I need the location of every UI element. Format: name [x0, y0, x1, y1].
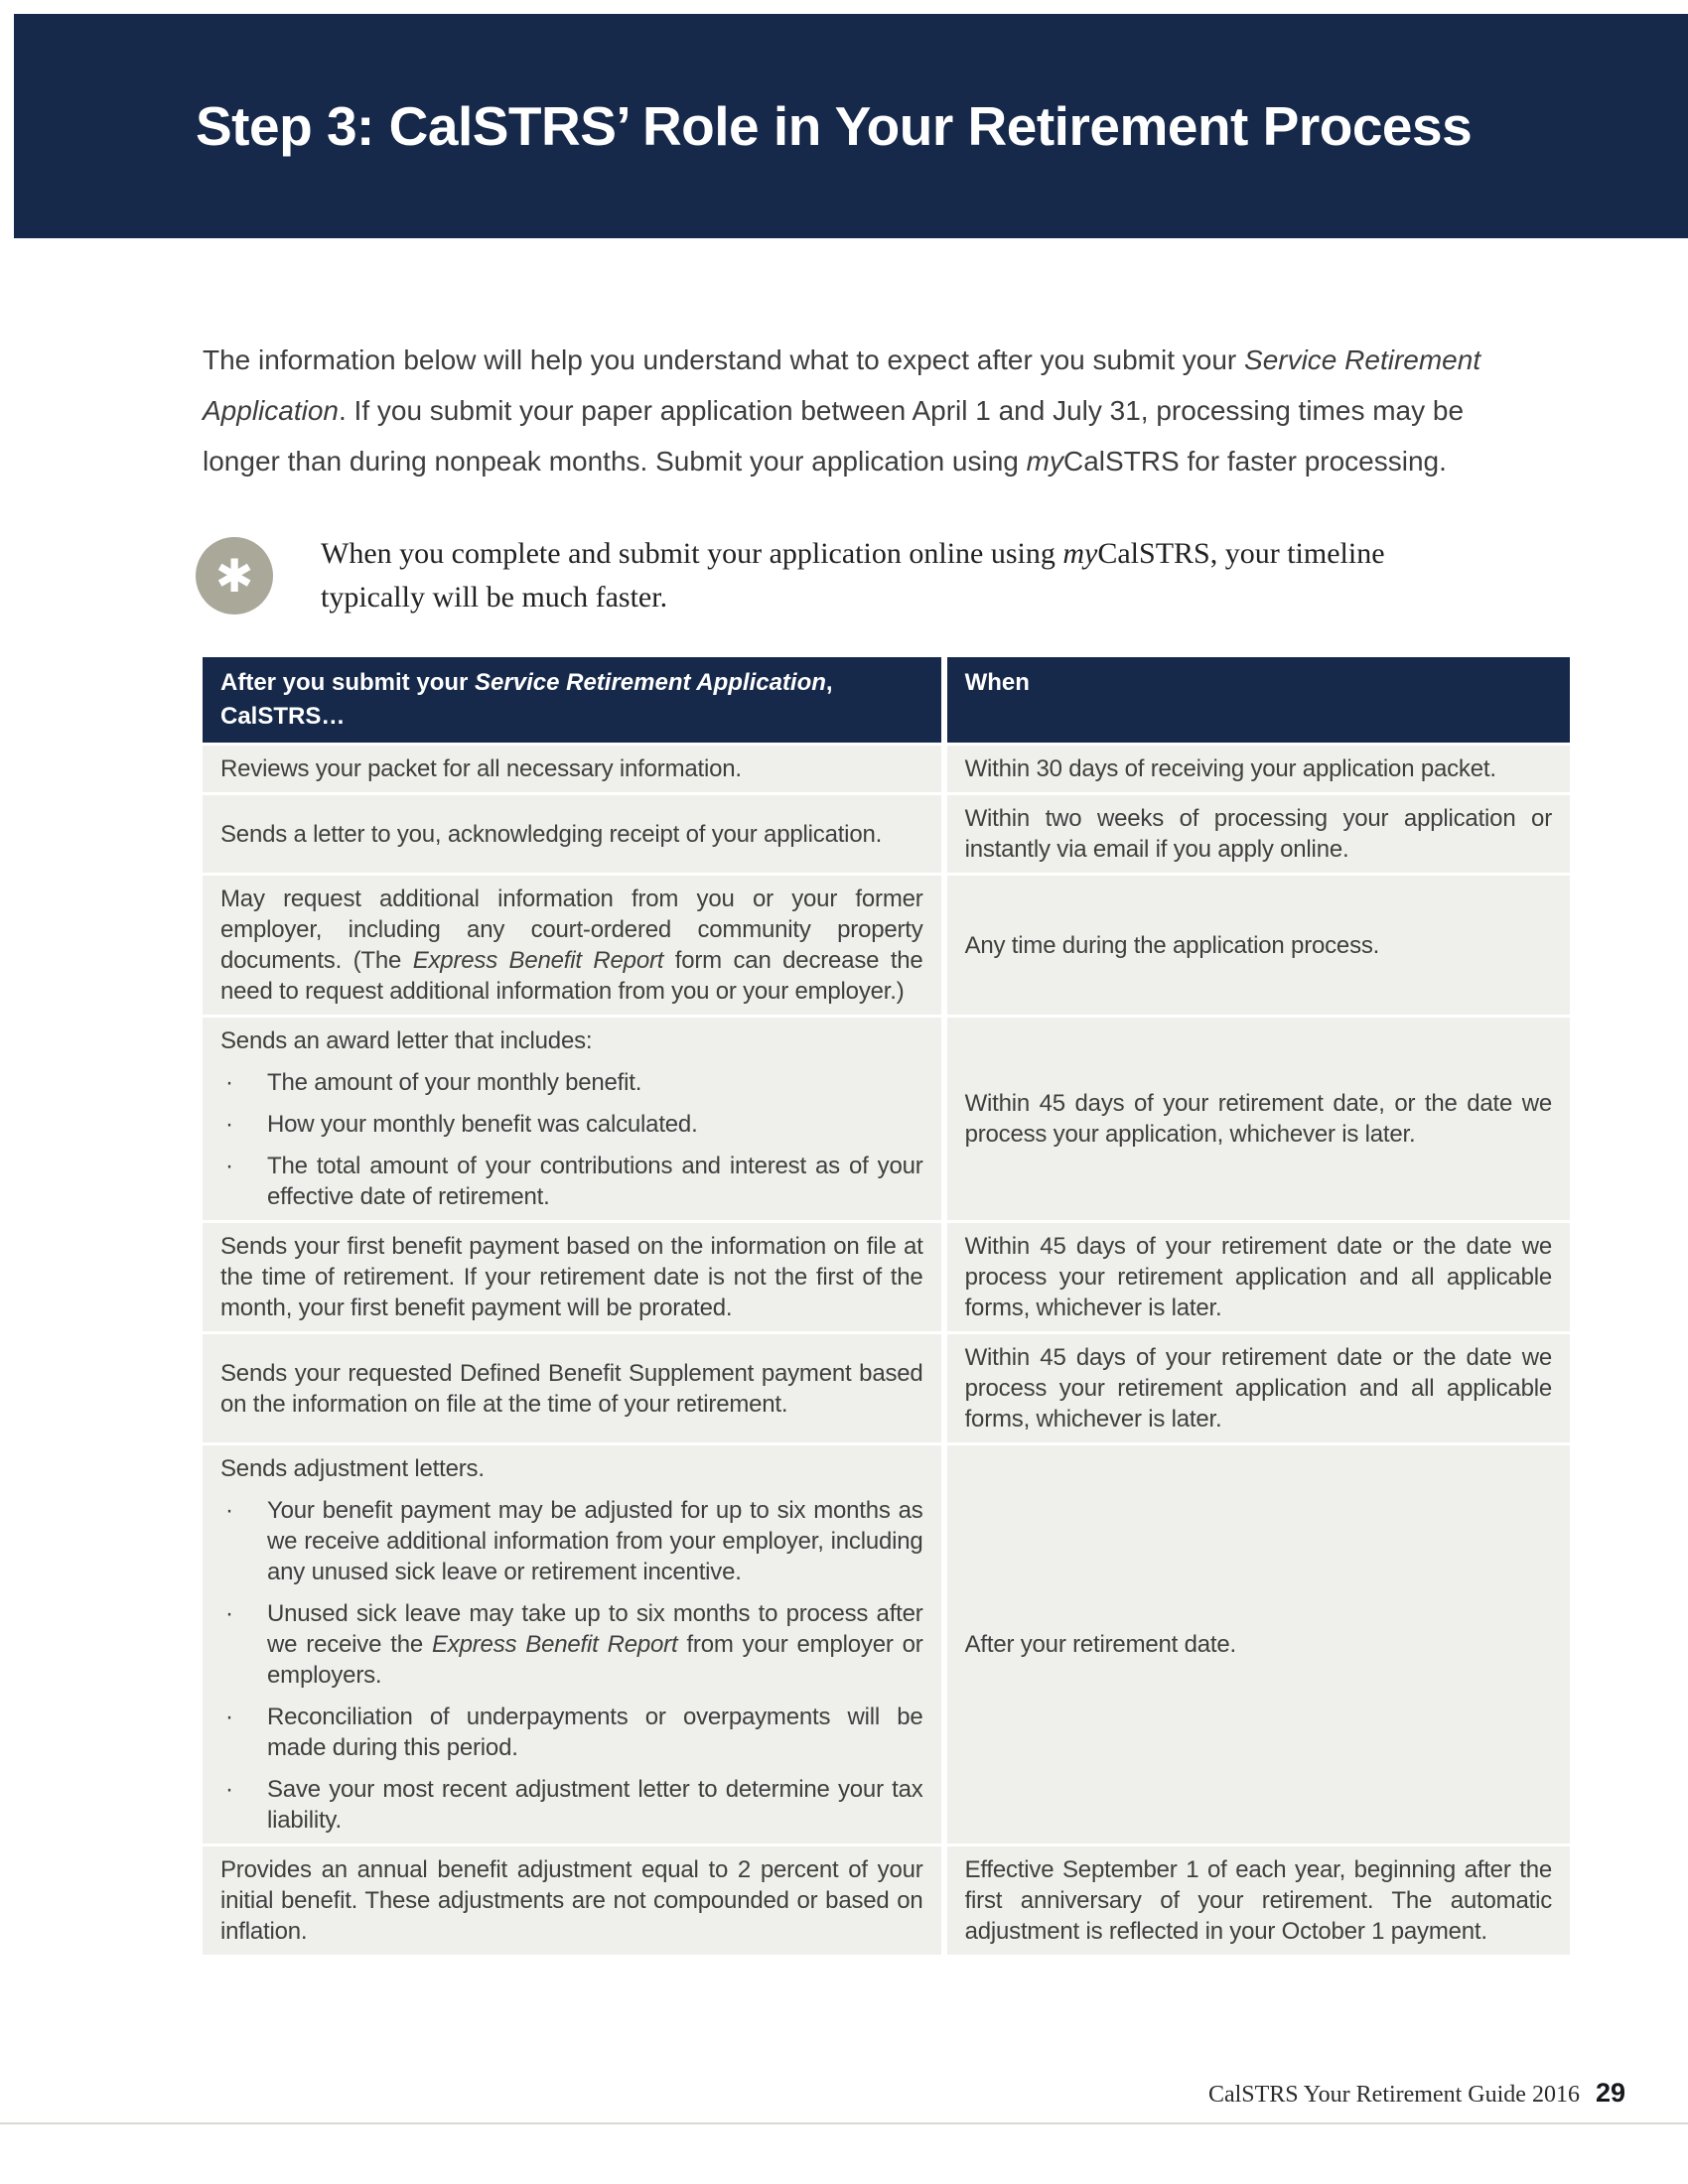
- cell-text: Within 45 days of your retirement date or the date we process your retirement application and all applicable forms, whichever is later.: [964, 1233, 1552, 1321]
- page-header-band: [14, 14, 1688, 238]
- list-item: [220, 1151, 923, 1212]
- cell-text: After your retirement date.: [964, 1631, 1236, 1658]
- award-letter-bullet-list: [220, 1067, 923, 1212]
- footer-title: CalSTRS Your Retirement Guide 2016: [1207, 2082, 1580, 2108]
- bullet-icon: ·: [225, 1111, 233, 1138]
- cell-text: Any time during the application process.: [964, 931, 1380, 959]
- bullet-icon: ·: [225, 1069, 233, 1096]
- page-number: 29: [1595, 2078, 1625, 2108]
- action-cell: [203, 1445, 941, 1843]
- when-cell: [941, 746, 1570, 792]
- bullet-icon: ·: [225, 1497, 233, 1524]
- table-row-1: [203, 746, 1570, 792]
- list-item: [220, 1109, 923, 1140]
- action-cell: [203, 1018, 941, 1220]
- table-row-2: [203, 795, 1570, 873]
- table-row-7: [203, 1445, 1570, 1843]
- when-cell: [941, 1018, 1570, 1220]
- bullet-text: Your benefit payment may be adjusted for up to six months as we receive additional information from your employer, including any unused sick leave or retirement incentive.: [267, 1497, 923, 1585]
- bullet-text: Save your most recent adjustment letter to determine your tax liability.: [267, 1776, 923, 1834]
- when-cell: [941, 1223, 1570, 1331]
- bullet-text: The total amount of your contributions and interest as of your effective date of retirement.: [267, 1153, 923, 1210]
- table-row-6: [203, 1334, 1570, 1442]
- cell-text: Sends adjustment letters.: [220, 1455, 485, 1482]
- list-item: [220, 1598, 923, 1691]
- cell-text: Reviews your packet for all necessary information.: [220, 755, 742, 782]
- bullet-icon: ·: [225, 1704, 233, 1730]
- cell-text: Within 45 days of your retirement date or the date we process your retirement application and all applicable forms, whichever is later.: [964, 1344, 1552, 1433]
- list-item: [220, 1495, 923, 1587]
- asterisk-glyph: ✱: [214, 550, 254, 602]
- when-cell: [941, 1334, 1570, 1442]
- cell-text: Sends an award letter that includes:: [220, 1027, 593, 1054]
- table-row-8: [203, 1846, 1570, 1955]
- bullet-icon: ·: [225, 1600, 233, 1627]
- table-header-row: [203, 657, 1570, 743]
- action-cell: [203, 1846, 941, 1955]
- action-cell: [203, 1223, 941, 1331]
- list-item: [220, 1067, 923, 1098]
- action-cell: [203, 746, 941, 792]
- table-row-4: [203, 1018, 1570, 1220]
- table-row-3: [203, 876, 1570, 1015]
- action-cell: [203, 795, 941, 873]
- note-text: When you complete and submit your application online using myCalSTRS, your timeline typically will be much faster.: [321, 537, 1385, 614]
- when-cell: [941, 1846, 1570, 1955]
- page-title: Step 3: CalSTRS’ Role in Your Retirement Process: [196, 95, 1473, 157]
- when-cell: [941, 1445, 1570, 1843]
- bullet-text: How your monthly benefit was calculated.: [267, 1111, 698, 1138]
- list-item: [220, 1702, 923, 1763]
- page-content: [203, 238, 1570, 1958]
- intro-paragraph: The information below will help you understand what to expect after you submit your Service Retirement Application. If you submit your paper application between April 1 and July 31, processing times may be longer than during nonpeak months. Submit your application using myCalSTRS for faster processing.: [203, 344, 1481, 477]
- cell-text: Provides an annual benefit adjustment equal to 2 percent of your initial benefit. These adjustments are not compounded or based on inflation.: [220, 1856, 923, 1945]
- cell-text: Effective September 1 of each year, beginning after the first anniversary of your retirement. The automatic adjustment is reflected in your October 1 payment.: [964, 1856, 1552, 1945]
- bullet-icon: ·: [225, 1153, 233, 1179]
- cell-text: Within 45 days of your retirement date, or the date we process your application, whichever is later.: [964, 1090, 1552, 1148]
- cell-text: May request additional information from you or your former employer, including any court-ordered community property documents. (The Express Benefit Report form can decrease the need to request additional information from you or your employer.): [220, 886, 923, 1005]
- bullet-icon: ·: [225, 1776, 233, 1803]
- table-row-5: [203, 1223, 1570, 1331]
- cell-text: Within 30 days of receiving your application packet.: [964, 755, 1496, 782]
- when-cell: [941, 876, 1570, 1015]
- column-header-when: When: [941, 657, 1570, 743]
- adjustment-letters-bullet-list: [220, 1495, 923, 1836]
- cell-text: Sends your first benefit payment based on the information on file at the time of retirement. If your retirement date is not the first of the month, your first benefit payment will be prorated.: [220, 1233, 923, 1321]
- bullet-text: The amount of your monthly benefit.: [267, 1069, 642, 1096]
- action-cell: [203, 876, 941, 1015]
- when-cell: [941, 795, 1570, 873]
- bullet-text: Reconciliation of underpayments or overpayments will be made during this period.: [267, 1704, 923, 1761]
- cell-text: Sends a letter to you, acknowledging receipt of your application.: [220, 820, 883, 848]
- bottom-rule: [0, 2122, 1688, 2124]
- page-footer: [1208, 2078, 1625, 2109]
- asterisk-icon: [196, 537, 273, 614]
- retirement-process-table: [203, 654, 1570, 1958]
- note-callout: [203, 532, 1570, 619]
- cell-text: Within two weeks of processing your application or instantly via email if you apply online.: [964, 805, 1552, 863]
- action-cell: [203, 1334, 941, 1442]
- column-header-action: After you submit your Service Retirement Application, CalSTRS…: [203, 657, 941, 743]
- cell-text: Sends your requested Defined Benefit Supplement payment based on the information on file at the time of your retirement.: [220, 1359, 923, 1418]
- bullet-text: Unused sick leave may take up to six months to process after we receive the Express Benefit Report from your employer or employers.: [267, 1600, 923, 1689]
- list-item: [220, 1774, 923, 1836]
